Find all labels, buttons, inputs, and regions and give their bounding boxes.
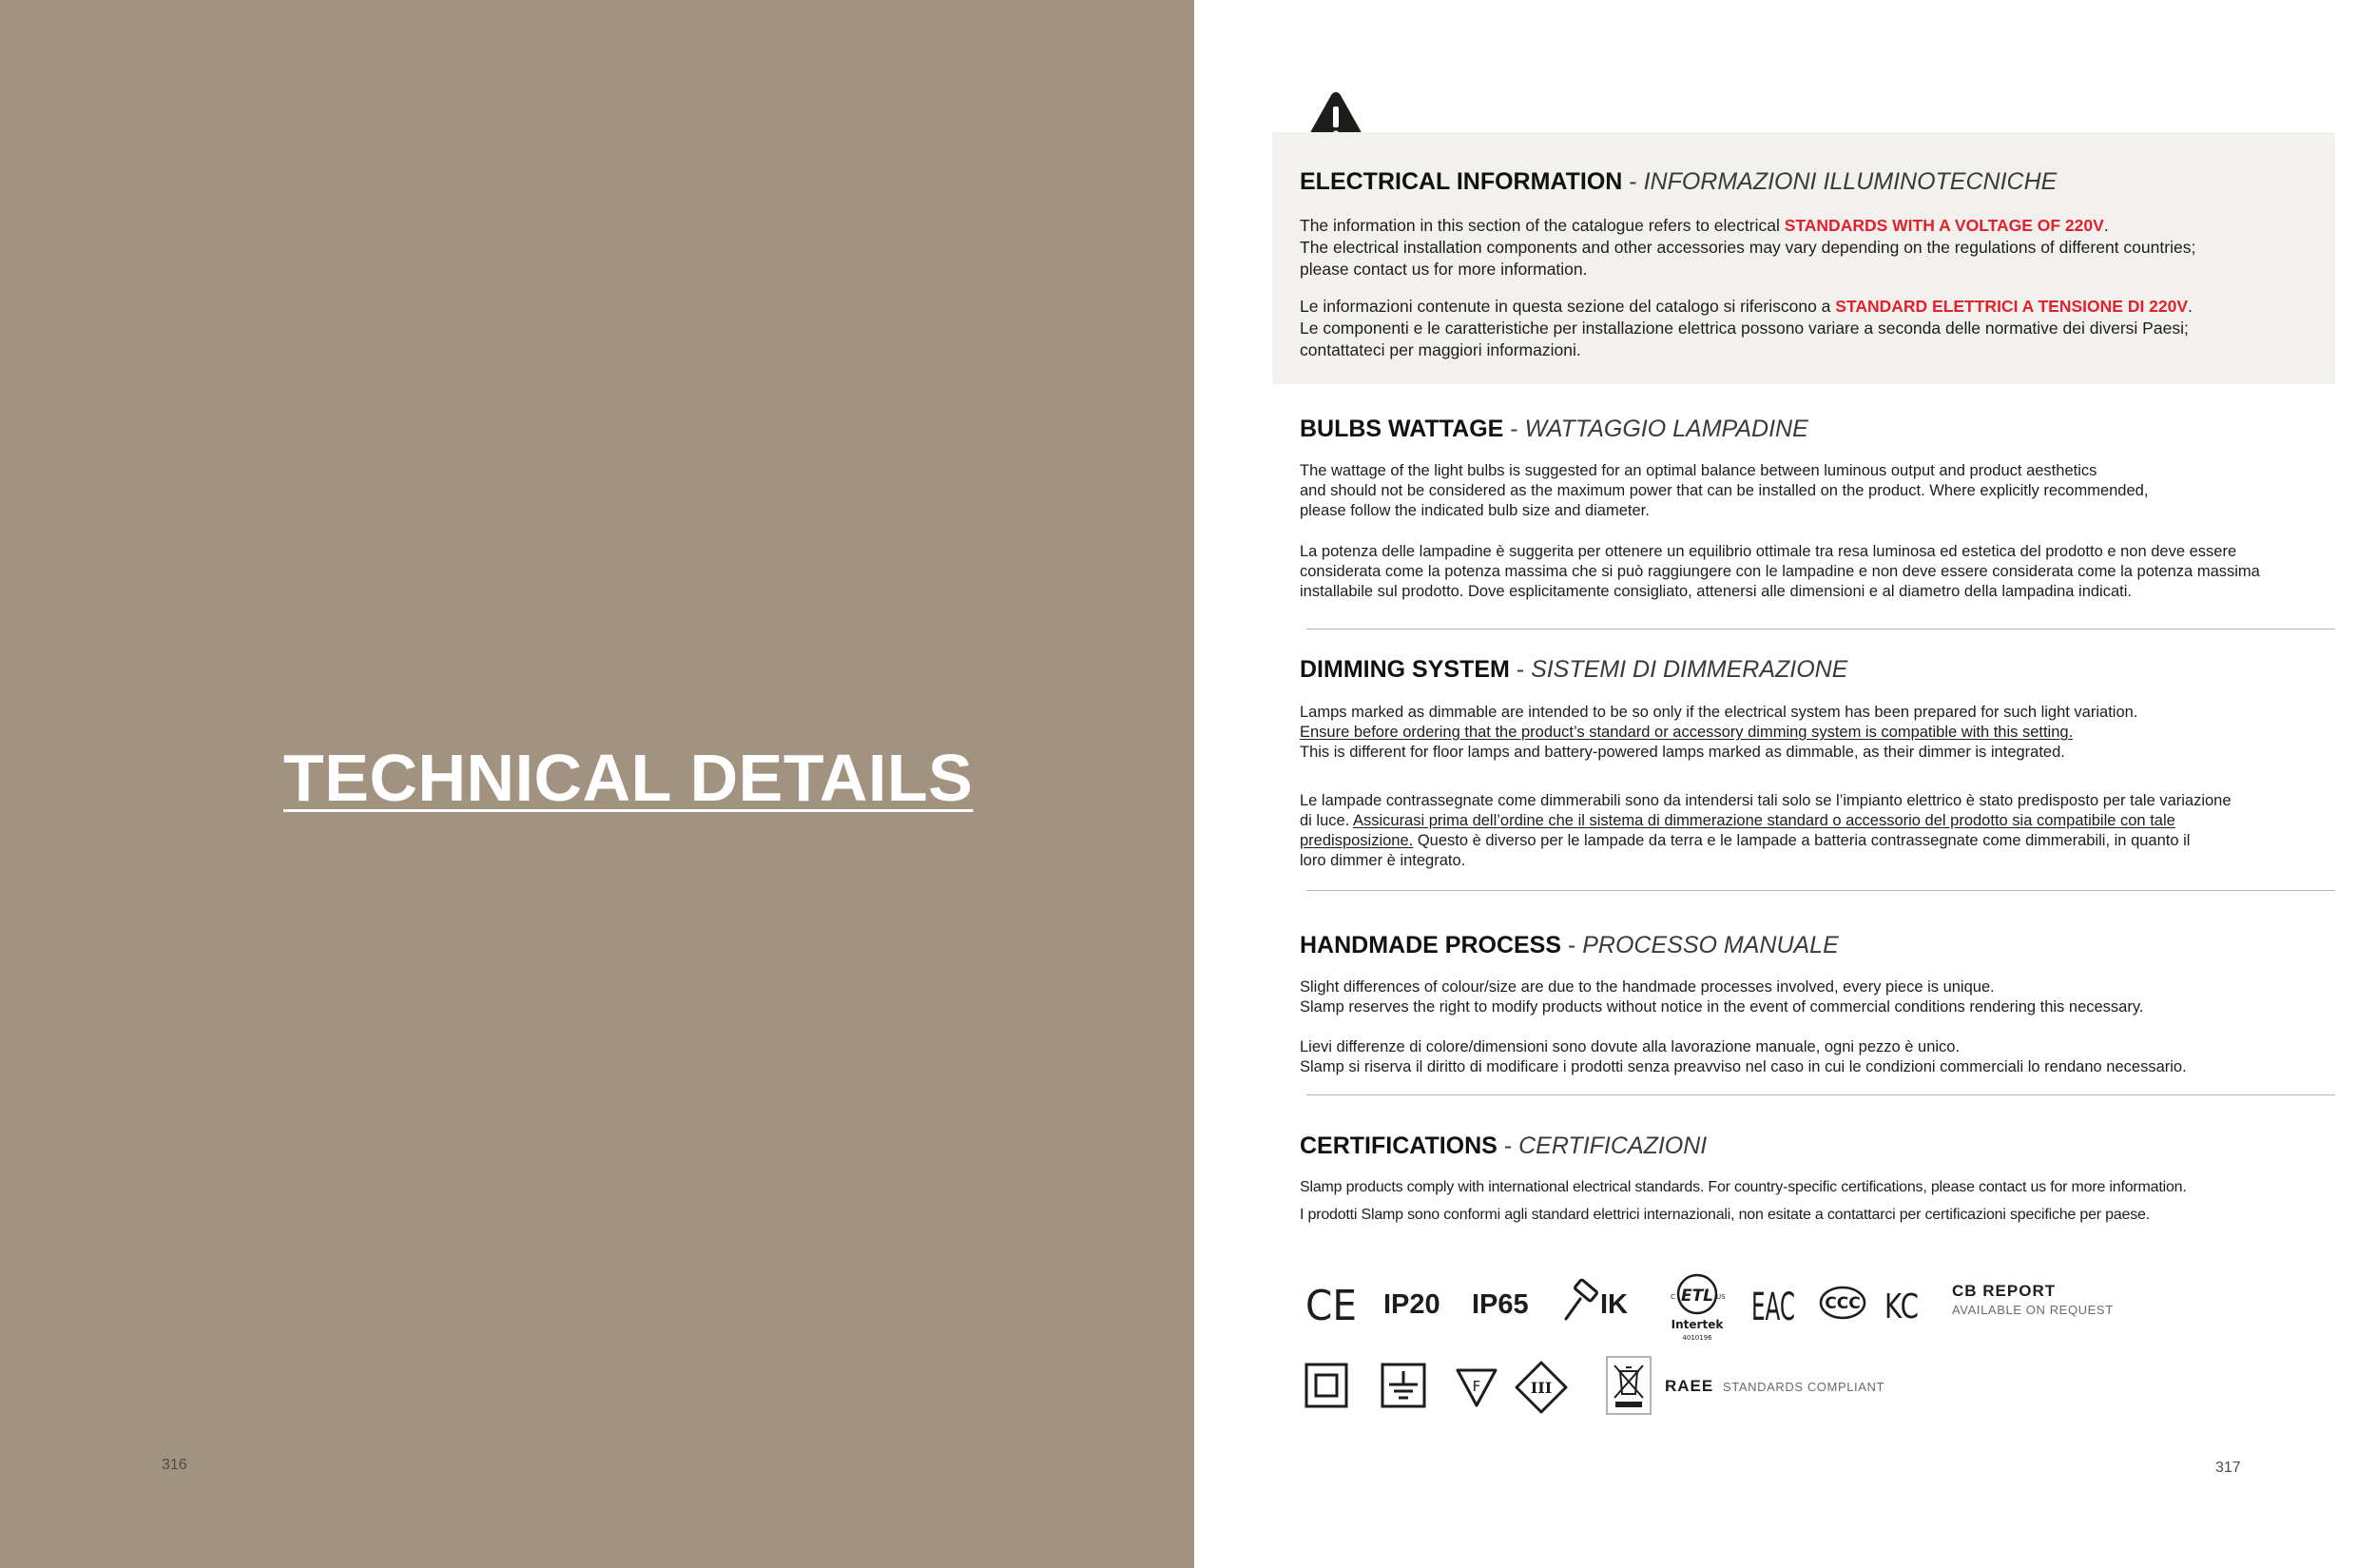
svg-text:CE: CE <box>1305 1282 1357 1330</box>
dimming-system-heading: DIMMING SYSTEM - SISTEMI DI DIMMERAZIONE <box>1300 656 1848 683</box>
class-iii-diamond-icon <box>1514 1360 1569 1415</box>
svg-text:4010196: 4010196 <box>1682 1334 1712 1342</box>
svg-text:III: III <box>1530 1379 1553 1397</box>
svg-text:US: US <box>1716 1293 1726 1301</box>
ccc-mark-icon <box>1818 1284 1867 1322</box>
ik-mark: IK <box>1600 1289 1628 1320</box>
handmade-process-heading: HANDMADE PROCESS - PROCESSO MANUALE <box>1300 932 1839 958</box>
handmade-process-text-en: Slight differences of colour/size are due to the handmade processes involved, every piece is unique. Slamp reserves the right to modify products without notice in the event of commercial conditions rendering this necessary. <box>1300 978 2144 1016</box>
bulbs-wattage-heading: BULBS WATTAGE - WATTAGGIO LAMPADINE <box>1300 416 1808 442</box>
certifications-heading: CERTIFICATIONS - CERTIFICAZIONI <box>1300 1132 1708 1159</box>
bulbs-wattage-text-en: The wattage of the light bulbs is suggested for an optimal balance between luminous output and product aesthetics and should not be considered as the maximum power that can be installed on the product. Where explicitly recommended, please follow the indicated bulb size and diameter. <box>1300 462 2149 519</box>
cb-report-label: CB REPORT <box>1952 1282 2057 1300</box>
f-mark-triangle-icon <box>1455 1366 1498 1408</box>
eac-mark-icon <box>1751 1282 1795 1329</box>
handmade-process-text-it: Lievi differenze di colore/dimensioni sono dovute alla lavorazione manuale, ogni pezzo è unico. Slamp si riserva il diritto di modificare i prodotti senza preavviso nel caso in cui le condizioni commerciali lo rendano necessario. <box>1300 1038 2187 1075</box>
svg-text:KC: KC <box>1884 1287 1919 1326</box>
page-number-right: 317 <box>2215 1460 2241 1476</box>
dimming-system-text-en: Lamps marked as dimmable are intended to be so only if the electrical system has been prepared for such light variation. Ensure before ordering that the product’s standard or accessory dimming system is compatible with this setting. This is different for floor lamps and battery-powered lamps marked as dimmable, as their dimmer is integrated. <box>1300 704 2138 761</box>
certifications-text-it: I prodotti Slamp sono conformi agli standard elettrici internazionali, non esitate a contattarci per certificazioni specifiche per paese. <box>1300 1207 2150 1223</box>
page-title: TECHNICAL DETAILS <box>283 741 974 815</box>
ip65-mark: IP65 <box>1472 1289 1529 1320</box>
electrical-info-heading: ELECTRICAL INFORMATION - INFORMAZIONI ILLUMINOTECNICHE <box>1300 168 2058 195</box>
svg-text:F: F <box>1472 1378 1481 1395</box>
certifications-text-en: Slamp products comply with international electrical standards. For country-specific certifications, please contact us for more information. <box>1300 1179 2187 1195</box>
earth-ground-icon <box>1381 1363 1426 1408</box>
raee-label: RAEE <box>1665 1377 1714 1395</box>
electrical-info-text-it: Le informazioni contenute in questa sezione del catalogo si riferiscono a STANDARD ELETTRICI A TENSIONE DI 220V. Le componenti e le caratteristiche per installazione elettrica possono variare a seconda delle normative dei diversi Paesi; contattateci per maggiori informazioni. <box>1300 297 2193 359</box>
weee-bin-icon <box>1606 1356 1652 1415</box>
bulbs-wattage-text-it: La potenza delle lampadine è suggerita per ottenere un equilibrio ottimale tra resa luminosa ed estetica del prodotto e non deve essere considerata come la potenza massima che si può raggiungere con le lampadine e non deve essere considerata come la potenza massima installabile sul prodotto. Dove esplicitamente consigliato, attenersi alle dimensioni e al diametro della lampadina indicati. <box>1300 543 2260 600</box>
ce-mark-icon <box>1305 1282 1359 1330</box>
ip20-mark: IP20 <box>1383 1289 1440 1320</box>
double-insulation-icon <box>1304 1363 1348 1408</box>
dimming-system-text-it: Le lampade contrassegnate come dimmerabili sono da intendersi tali solo se l’impianto elettrico è stato predisposto per tale variazione di luce. Assicurasi prima dell’ordine che il sistema di dimmerazione standard o accessorio del prodotto sia compatibile con tale predisposizione. Questo è diverso per le lampade da terra e le lampade a batteria contrassegnate come dimmerabili, in quanto il loro dimmer è integrato. <box>1300 792 2232 869</box>
svg-text:Intertek: Intertek <box>1671 1318 1724 1331</box>
svg-text:ETL: ETL <box>1680 1287 1714 1306</box>
voltage-highlight-en: STANDARDS WITH A VOLTAGE OF 220V <box>1784 216 2104 235</box>
voltage-highlight-it: STANDARD ELETTRICI A TENSIONE DI 220V <box>1835 297 2189 316</box>
section-divider <box>1306 1094 2335 1095</box>
raee-sub: STANDARDS COMPLIANT <box>1723 1380 1885 1394</box>
etl-intertek-mark-icon <box>1667 1269 1728 1345</box>
svg-text:CCC: CCC <box>1825 1294 1861 1313</box>
svg-text:EAC: EAC <box>1751 1286 1795 1329</box>
electrical-info-text-en: The information in this section of the catalogue refers to electrical STANDARDS WITH A VOLTAGE OF 220V. The electrical installation components and other accessories may vary depending on the regulations of different countries; please contact us for more information. <box>1300 216 2196 279</box>
page-number-left: 316 <box>162 1457 187 1473</box>
hammer-ik-icon <box>1562 1281 1600 1325</box>
cb-report-sub: AVAILABLE ON REQUEST <box>1952 1303 2114 1317</box>
kc-mark-icon <box>1884 1280 1919 1326</box>
svg-text:C: C <box>1671 1293 1675 1301</box>
section-divider <box>1306 890 2335 891</box>
